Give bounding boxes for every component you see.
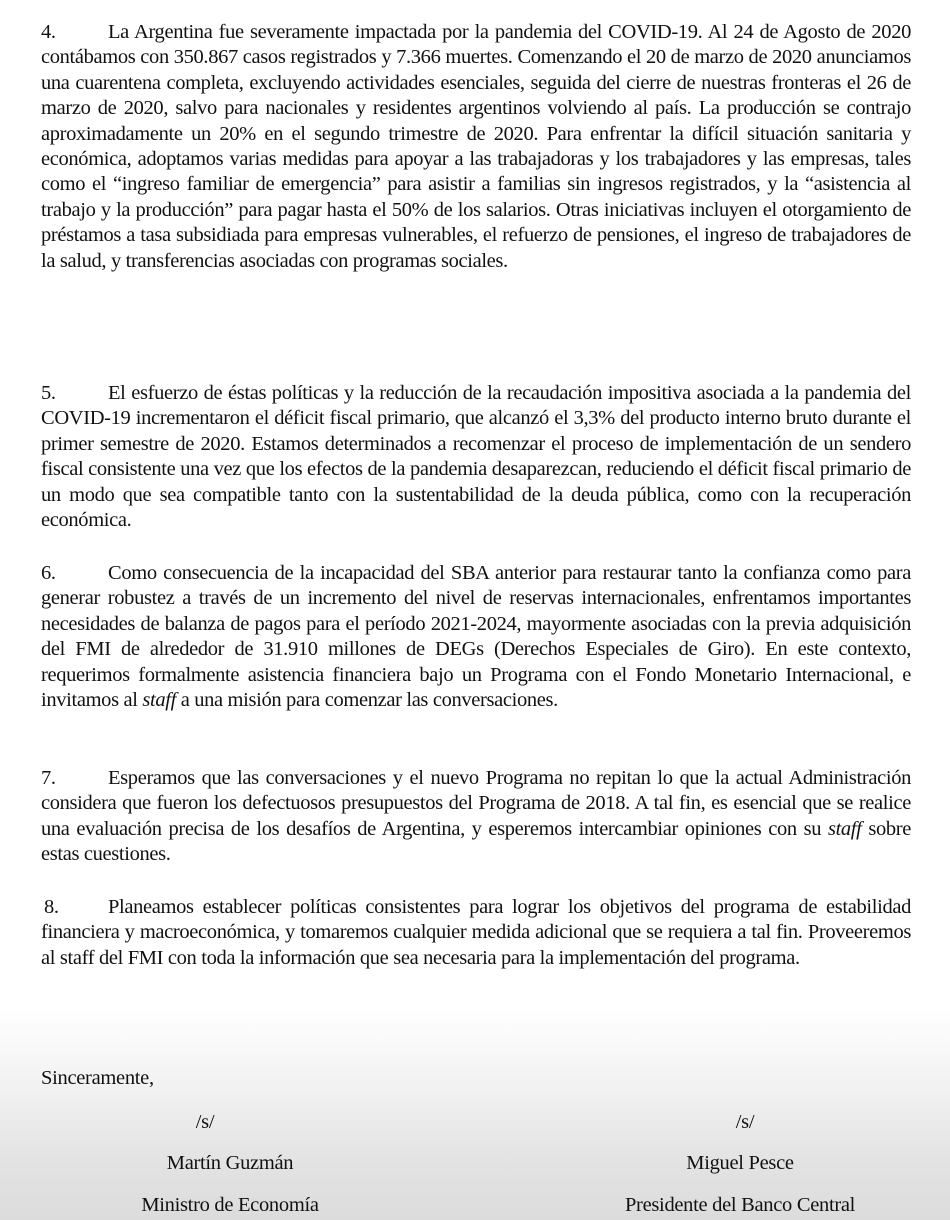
paragraph-number: 4. (41, 21, 56, 43)
staff-italic: staff (827, 817, 862, 840)
paragraph-text-end: a una misión para comenzar las conversaciones. (175, 689, 558, 712)
paragraph-4 (41, 20, 911, 274)
paragraph-text-end: sobre estas cuestiones. (41, 817, 911, 866)
paragraph-number: 6. (41, 562, 56, 584)
paragraph-text: Esperamos que las conversaciones y el nuevo Programa no repitan lo que la actual Administración considera que fueron los defectuosos presupuestos del Programa de 2018. A tal fin, es esencial que se realice una evaluación precisa de los desafíos de Argentina, y esperemos intercambiar opiniones con su (41, 767, 911, 840)
paragraph-7 (41, 766, 911, 868)
signatory-title-right: Presidente del Banco Central (624, 1194, 856, 1216)
signatory-name-right: Miguel Pesce (686, 1152, 794, 1174)
paragraph-5 (41, 381, 911, 533)
paragraph-text: Planeamos establecer políticas consistentes para lograr los objetivos del programa de estabilidad financiera y macroeconómica, y tomaremos cualquier medida adicional que se requiera a tal fin. Proveeremos al staff del FMI con toda la información que sea necesaria para la implementación del programa. (41, 896, 911, 969)
paragraph-text: Como consecuencia de la incapacidad del SBA anterior para restaurar tanto la confianza como para generar robustez a través de un incremento del nivel de reservas internacionales, enfrentamos importantes necesidades de balanza de pagos para el período 2021-2024, mayormente asociadas con la previa adquisición del FMI de alrededor de 31.910 millones de DEGs (Derechos Especiales de Giro). En este contexto, requerimos formalmente asistencia financiera bajo un Programa con el Fondo Monetario Internacional, e invitamos al (41, 562, 911, 712)
paragraph-number: 5. (41, 382, 56, 404)
staff-italic: staff (142, 689, 176, 712)
paragraph-8 (41, 895, 911, 971)
paragraph-text: La Argentina fue severamente impactada por la pandemia del COVID-19. Al 24 de Agosto de 2020 contábamos con 350.867 casos registrados y 7.366 muertes. Comenzando el 20 de marzo de 2020 anunciamos una cuarentena completa, excluyendo actividades esenciales, seguida del cierre de nuestras fronteras el 26 de marzo de 2020, salvo para nacionales y residentes argentinos volviendo al país. La producción se contrajo aproximadamente un 20% en el segundo trimestre de 2020. Para enfrentar la difícil situación sanitaria y económica, adoptamos varias medidas para apoyar a las trabajadoras y los trabajadores y las empresas, tales como el “ingreso familiar de emergencia” para asistir a familias sin ingresos registrados, y la “asistencia al trabajo y la producción” para pagar hasta el 50% de los salarios. Otras iniciativas incluyen el otorgamiento de préstamos a tasa subsidiada para empresas vulnerables, el refuerzo de pensiones, el ingreso de trabajadores de la salud, y transferencias asociadas con programas sociales. (41, 21, 911, 272)
signature-mark-left: /s/ (195, 1111, 215, 1133)
paragraph-number: 7. (41, 767, 56, 789)
signature-mark-right: /s/ (735, 1111, 755, 1133)
signatory-name-left: Martín Guzmán (166, 1152, 294, 1174)
closing-salutation: Sinceramente, (41, 1067, 154, 1089)
paragraph-text: El esfuerzo de éstas políticas y la reducción de la recaudación impositiva asociada a la pandemia del COVID-19 incrementaron el déficit fiscal primario, que alcanzó el 3,3% del producto interno bruto durante el primer semestre de 2020. Estamos determinados a recomenzar el proceso de implementación de un sendero fiscal consistente una vez que los efectos de la pandemia desaparezcan, reduciendo el déficit fiscal primario de un modo que sea compatible tanto con la sustentabilidad de la deuda pública, como con la recuperación económica. (41, 382, 911, 532)
paragraph-number: 8. (44, 896, 59, 918)
signatory-title-left: Ministro de Economía (141, 1194, 319, 1216)
paragraph-6 (41, 561, 911, 713)
